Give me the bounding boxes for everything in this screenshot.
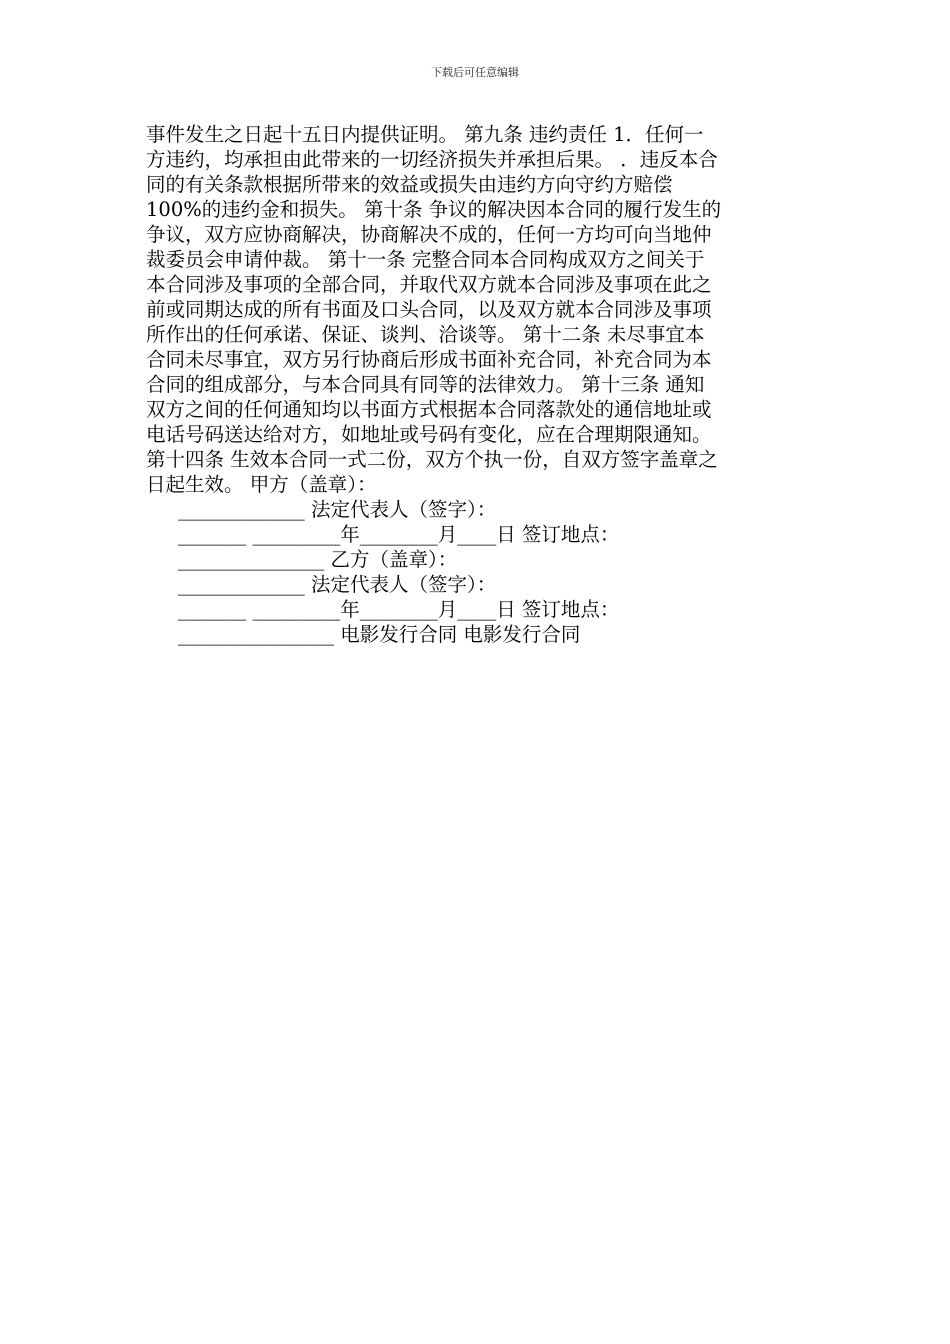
- signature-line-party-a-representative: _____________ 法定代表人（签字）：: [178, 498, 497, 521]
- signature-line-party-b-seal: _______________ 乙方（盖章）：: [178, 548, 458, 571]
- body-line: 本合同涉及事项的全部合同，并取代双方就本合同涉及事项在此之: [146, 273, 712, 296]
- signature-line-party-b-date-place: _______ _________年________月____日 签订地点：: [178, 598, 620, 621]
- body-line: 争议，双方应协商解决，协商解决不成的，任何一方均可向当地仲: [146, 223, 712, 246]
- body-line: 所作出的任何承诺、保证、谈判、洽谈等。 第十二条 未尽事宜本: [146, 323, 705, 346]
- body-line: 100%的违约金和损失。 第十条 争议的解决因本合同的履行发生的: [146, 198, 722, 221]
- signature-line-party-b-representative: _____________ 法定代表人（签字）：: [178, 573, 497, 596]
- body-line: 合同未尽事宜，双方另行协商后形成书面补充合同，补充合同为本: [146, 348, 712, 371]
- body-line: 双方之间的任何通知均以书面方式根据本合同落款处的通信地址或: [146, 398, 712, 421]
- body-line: 事件发生之日起十五日内提供证明。 第九条 违约责任 1．任何一: [146, 123, 704, 146]
- body-line: 电话号码送达给对方，如地址或号码有变化，应在合理期限通知。: [146, 423, 712, 446]
- page-header: 下载后可任意编辑: [431, 66, 519, 79]
- body-line: 前或同期达成的所有书面及口头合同，以及双方就本合同涉及事项: [146, 298, 712, 321]
- signature-line-party-a-date-place: _______ _________年________月____日 签订地点：: [178, 523, 620, 546]
- body-line: 裁委员会申请仲裁。 第十一条 完整合同本合同构成双方之间关于: [146, 248, 705, 271]
- body-line: 第十四条 生效本合同一式二份，双方个执一份，自双方签字盖章之: [146, 448, 718, 471]
- body-line: 同的有关条款根据所带来的效益或损失由违约方向守约方赔偿: [146, 173, 673, 196]
- signature-line-contract-title: ________________ 电影发行合同 电影发行合同: [178, 623, 581, 646]
- body-line: 日起生效。 甲方（盖章）：: [146, 473, 377, 496]
- body-line: 合同的组成部分，与本合同具有同等的法律效力。 第十三条 通知: [146, 373, 705, 396]
- body-line: 方违约，均承担由此带来的一切经济损失并承担后果。 ．违反本合: [146, 148, 718, 171]
